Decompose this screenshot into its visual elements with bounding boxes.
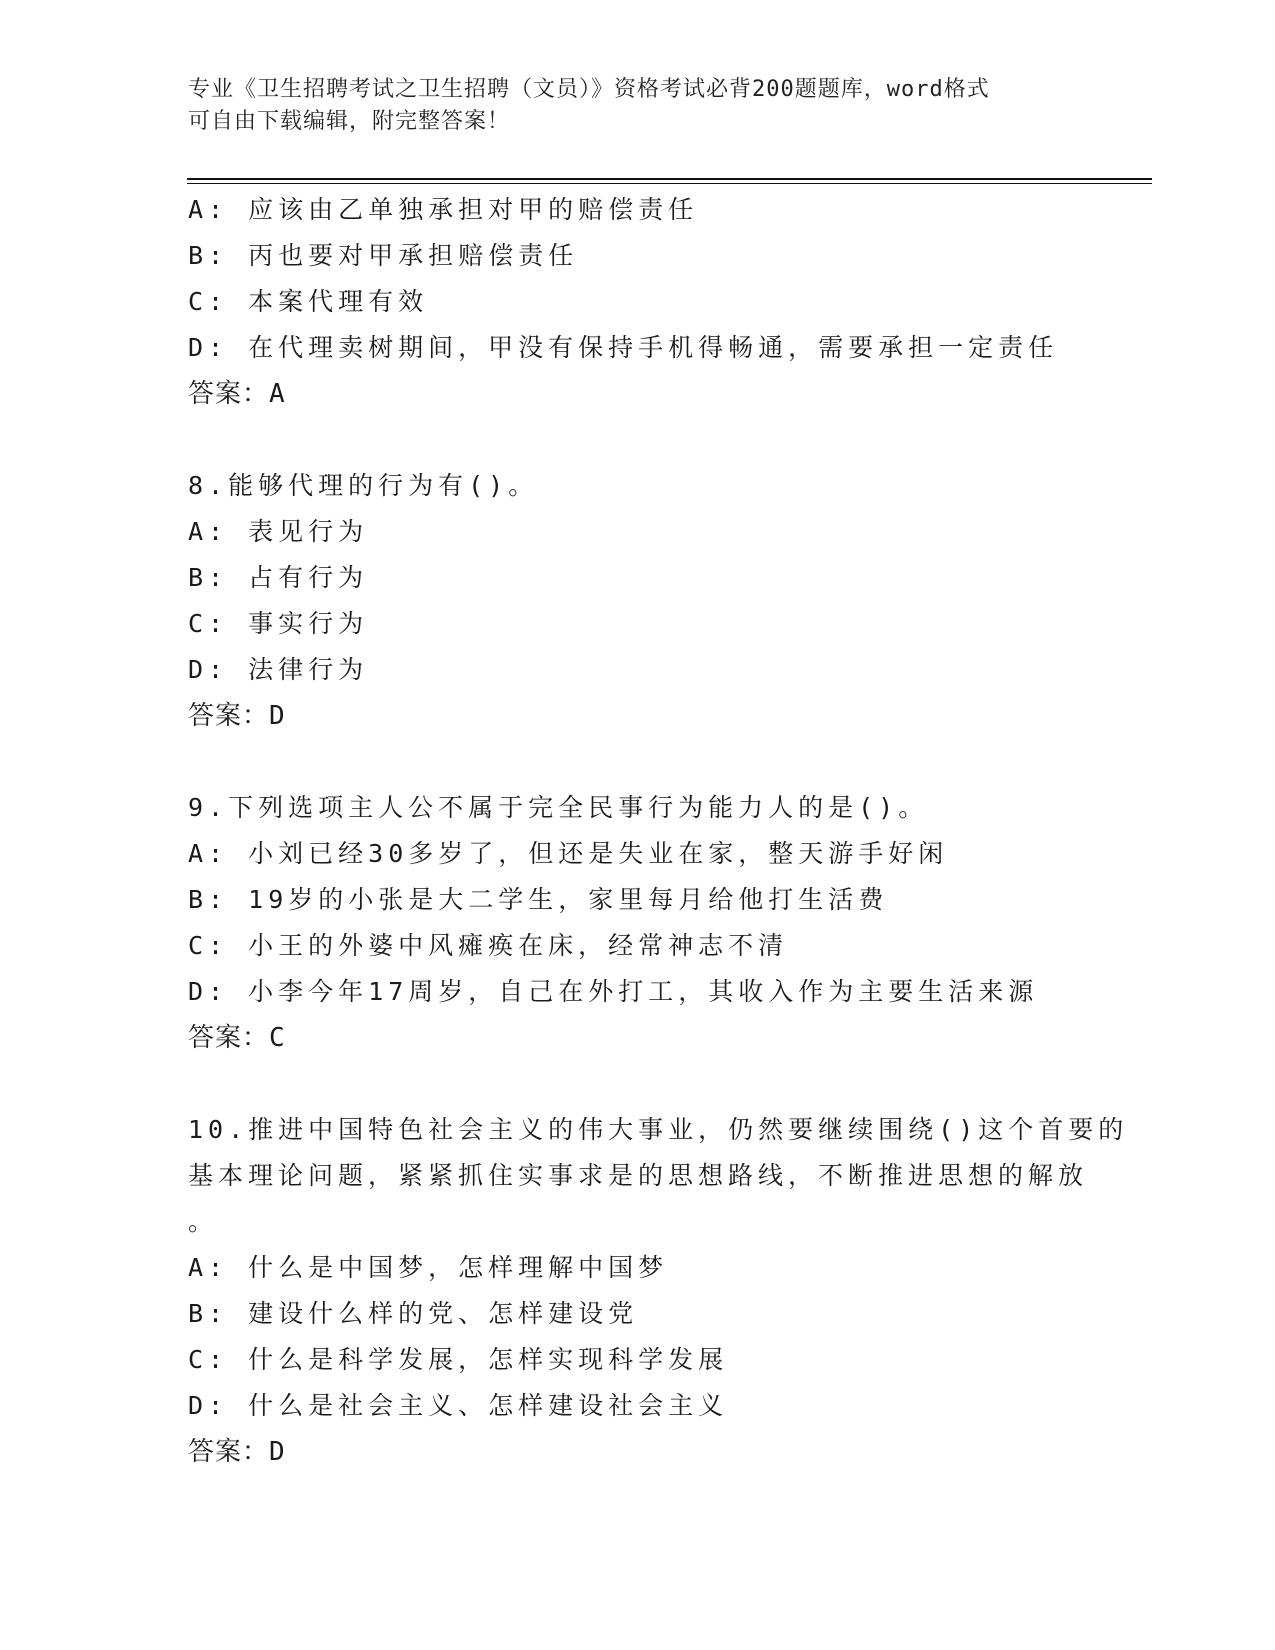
option-b: B: 占有行为 (188, 563, 369, 592)
option-c: C: 小王的外婆中风瘫痪在床，经常神志不清 (188, 931, 789, 960)
option-b: B: 建设什么样的党、怎样建设党 (188, 1299, 639, 1328)
answer-line (188, 693, 1088, 739)
option-c: C: 事实行为 (188, 609, 369, 638)
spacer (188, 417, 1088, 463)
header-line-2: 可自由下载编辑，附完整答案！ (188, 109, 511, 134)
option-d: D: 小李今年17周岁，自己在外打工，其收入作为主要生活来源 (188, 977, 1039, 1006)
document-header (188, 74, 1088, 138)
option-b: B: 丙也要对甲承担赔偿责任 (188, 241, 579, 270)
question-stem: 9.下列选项主人公不属于完全民事行为能力人的是()。 (188, 793, 929, 822)
question-stem-line-1: 10.推进中国特色社会主义的伟大事业，仍然要继续围绕()这个首要的 (188, 1115, 1129, 1144)
answer-label: 答案： (188, 1437, 270, 1467)
answer-value: C (269, 1023, 286, 1053)
spacer (188, 1061, 1088, 1107)
header-divider (187, 178, 1152, 180)
option-c: C: 本案代理有效 (188, 287, 429, 316)
question-stem-line-2: 基本理论问题，紧紧抓住实事求是的思想路线，不断推进思想的解放 (188, 1161, 1089, 1190)
option-d: D: 法律行为 (188, 655, 369, 684)
answer-value: D (269, 701, 286, 731)
header-divider-thin (187, 183, 1152, 184)
question-list (188, 187, 1129, 1475)
option-a: A: 表见行为 (188, 517, 369, 546)
answer-line (188, 1429, 1088, 1475)
question-stem-line-3: 。 (188, 1207, 219, 1236)
option-c: C: 什么是科学发展，怎样实现科学发展 (188, 1345, 729, 1374)
option-d: D: 什么是社会主义、怎样建设社会主义 (188, 1391, 729, 1420)
option-a: A: 小刘已经30多岁了，但还是失业在家，整天游手好闲 (188, 839, 949, 868)
answer-label: 答案： (188, 701, 270, 731)
answer-value: D (269, 1437, 286, 1467)
option-a: A: 什么是中国梦，怎样理解中国梦 (188, 1253, 669, 1282)
answer-label: 答案： (188, 379, 270, 409)
spacer (188, 739, 1088, 785)
option-b: B: 19岁的小张是大二学生，家里每月给他打生活费 (188, 885, 889, 914)
question-7-continued (188, 187, 1088, 417)
answer-label: 答案： (188, 1023, 270, 1053)
answer-value: A (269, 379, 286, 409)
header-line-1: 专业《卫生招聘考试之卫生招聘（文员）》资格考试必背200题题库，word格式 (188, 77, 990, 102)
question-9 (188, 785, 1088, 1061)
question-stem: 8.能够代理的行为有()。 (188, 471, 539, 500)
option-d: D: 在代理卖树期间，甲没有保持手机得畅通，需要承担一定责任 (188, 333, 1059, 362)
option-a: A: 应该由乙单独承担对甲的赔偿责任 (188, 195, 699, 224)
question-8 (188, 463, 1088, 739)
question-10 (188, 1107, 1129, 1475)
answer-line (188, 371, 1088, 417)
answer-line (188, 1015, 1088, 1061)
